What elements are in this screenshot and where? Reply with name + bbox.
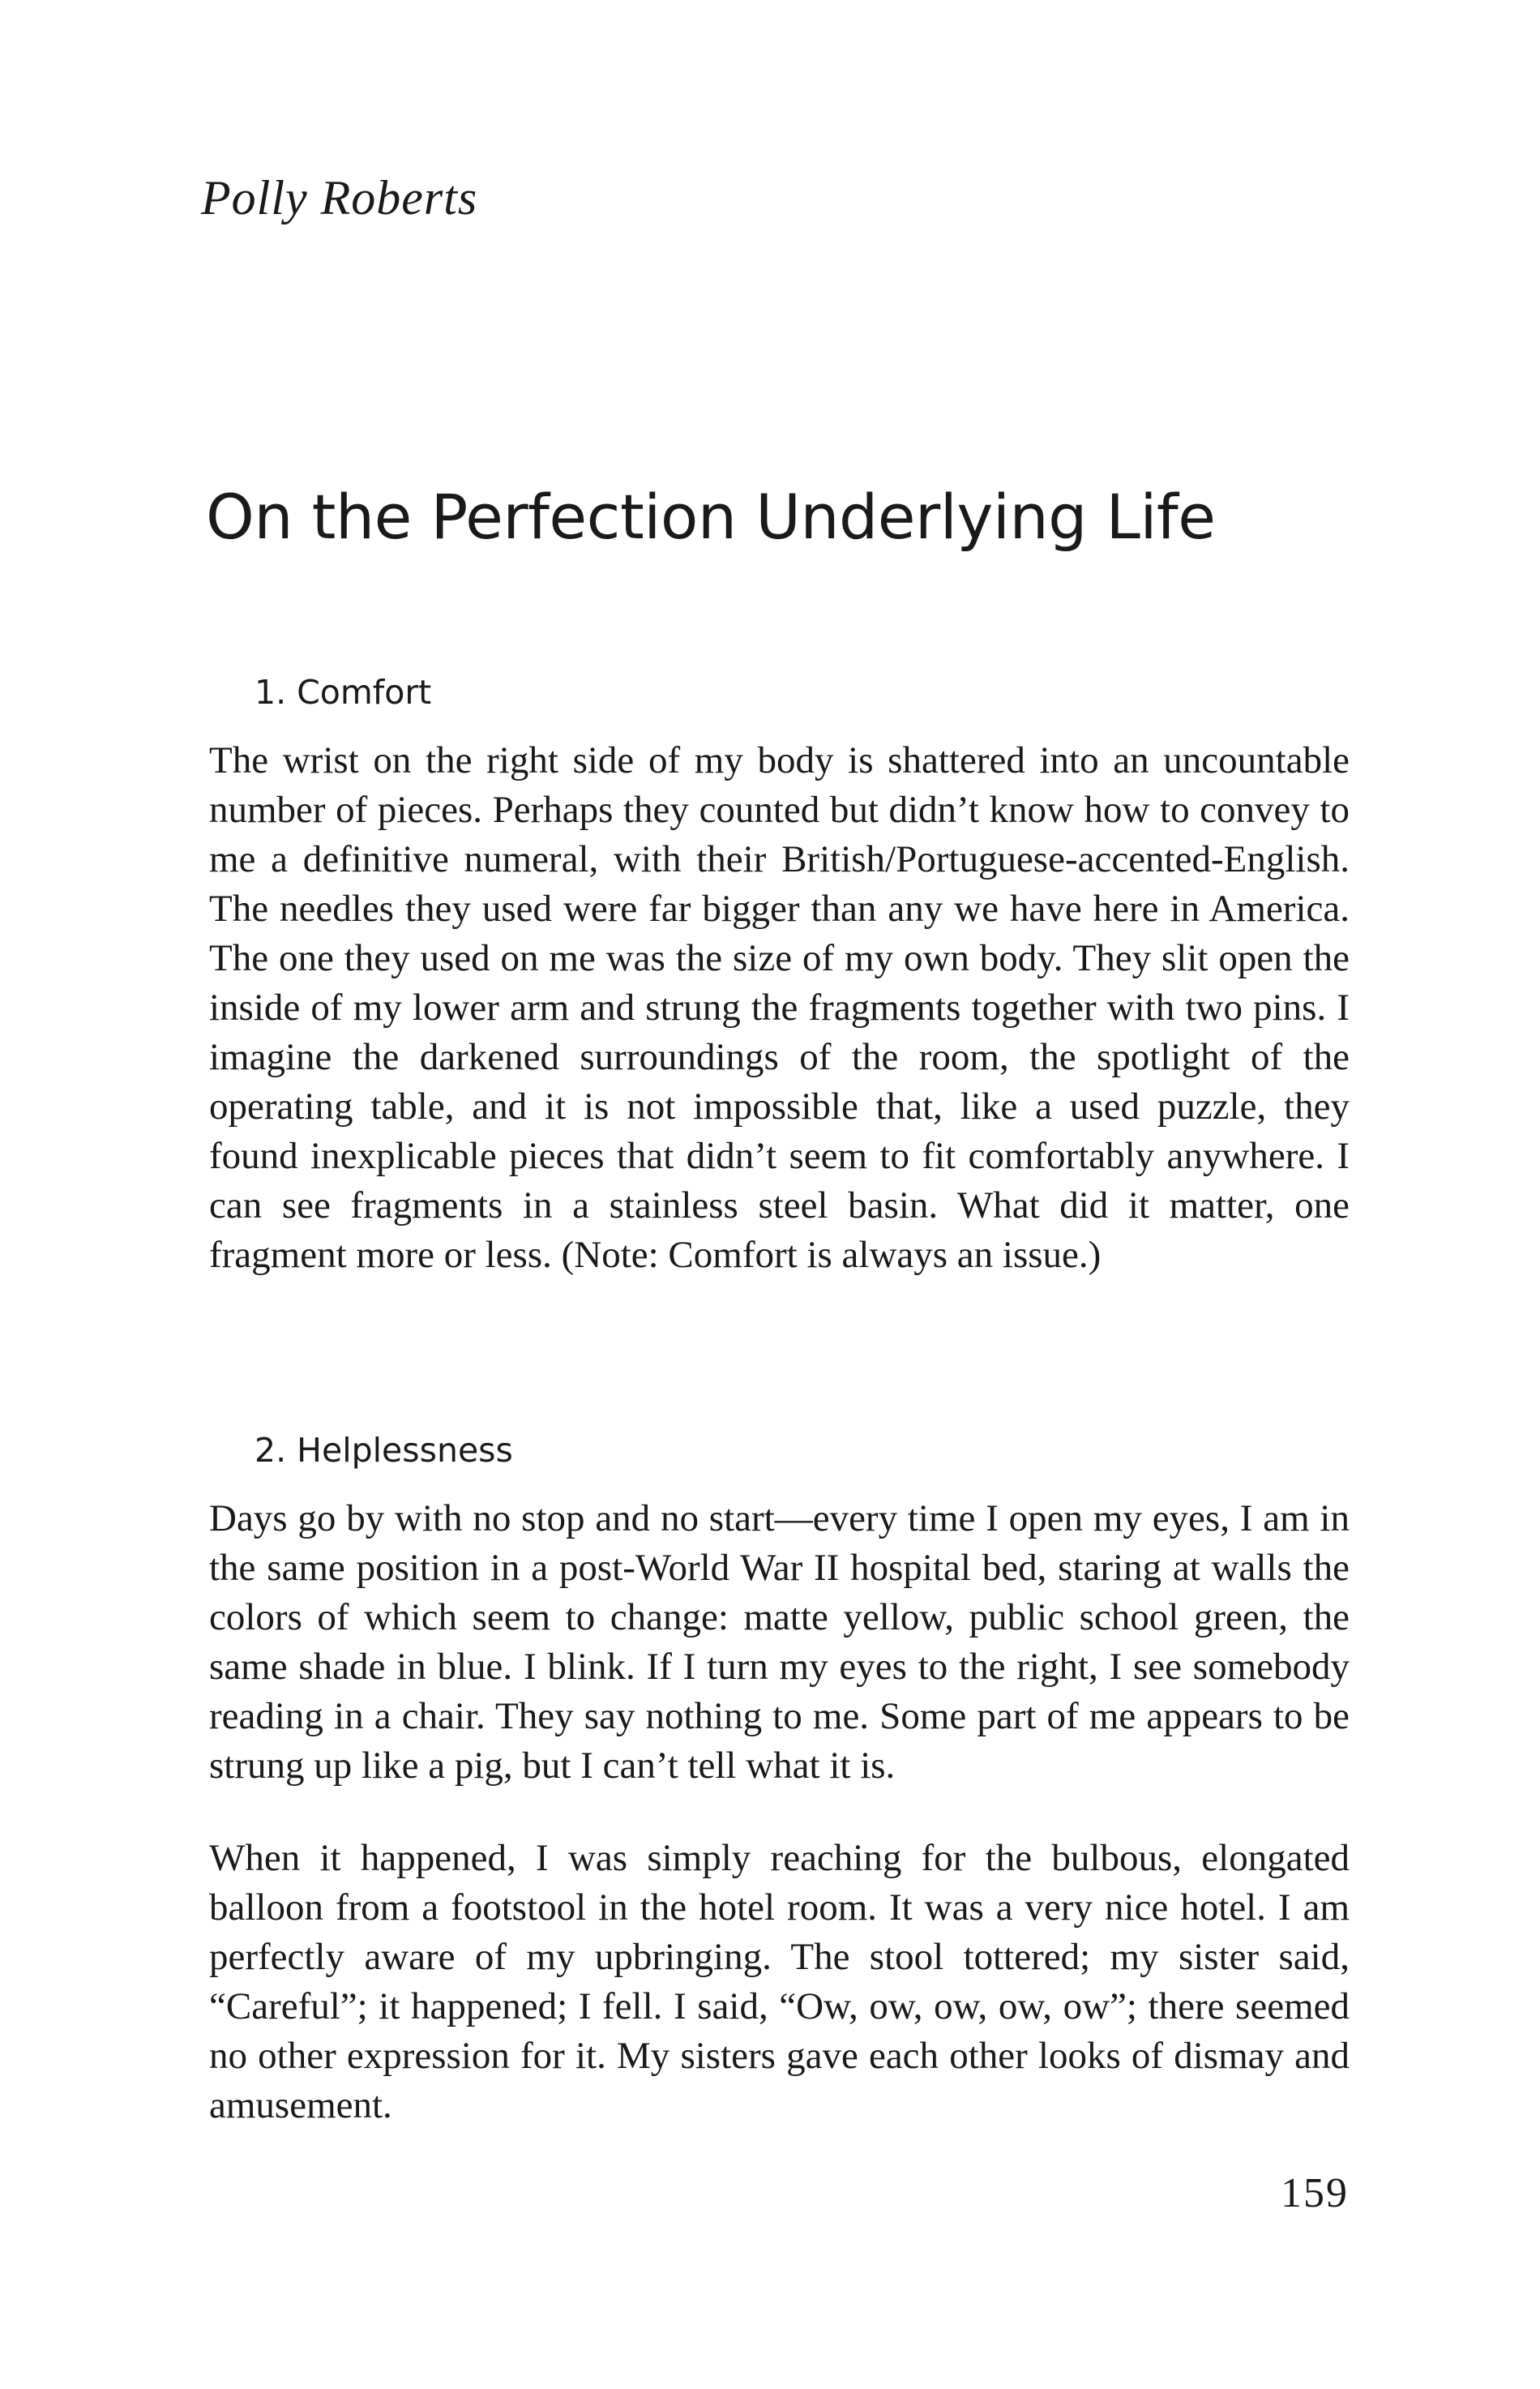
section-heading-comfort: 1. Comfort [255,673,432,712]
section-heading-helplessness: 2. Helplessness [255,1431,513,1470]
paragraph: The wrist on the right side of my body is shattered into an uncountable number of pieces. Perhaps they counted but didn’t know how to convey to me a definitive numeral, with their British/Portuguese-accented-English. The needles they used were far bigger than any we have here in America. The one they used on me was the size of my own body. They slit open the inside of my lower arm and strung the fragments together with two pins. I imagine the darkened surroundings of the room, the spotlight of the operating table, and it is not impossible that, like a used puzzle, they found inexplicable pieces that didn’t seem to fit comfortably anywhere. I can see fragments in a stainless steel basin. What did it matter, one fragment more or less. (Note: Comfort is always an issue.) [209,739,1350,1276]
author-name: Polly Roberts [201,171,478,225]
page-title: On the Perfection Underlying Life [206,481,1216,553]
paragraph: Days go by with no stop and no start—every time I open my eyes, I am in the same position in a post-World War II hospital bed, staring at walls the colors of which seem to change: matte yellow, public school green, the same shade in blue. I blink. If I turn my eyes to the right, I see somebody reading in a chair. They say nothing to me. Some part of me appears to be strung up like a pig, but I can’t tell what it is. [209,1497,1350,1787]
page-number: 159 [1281,2170,1349,2216]
paragraph: When it happened, I was simply reaching for the bulbous, elongated balloon from a footstool in the hotel room. It was a very nice hotel. I am perfectly aware of my upbringing. The stool tottered; my sister said, “Careful”; it happened; I fell. I said, “Ow, ow, ow, ow, ow”; there seemed no other expression for it. My sisters gave each other looks of dismay and amusement. [209,1837,1350,2126]
